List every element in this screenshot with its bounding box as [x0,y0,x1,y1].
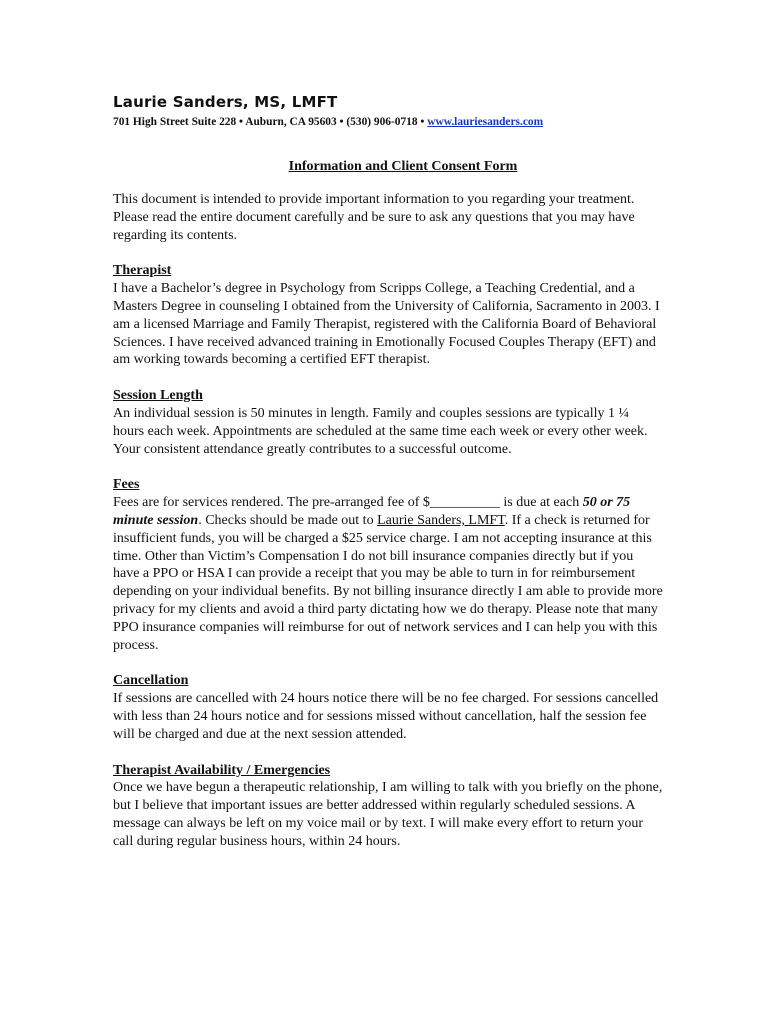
section-heading: Cancellation [113,673,189,689]
intro-paragraph: This document is intended to provide important information to you regarding your treatment. Please read the entire document carefully and be sure to ask any questions that you may have regarding its contents. [113,192,635,243]
therapist-name: Laurie Sanders, MS, LMFT [113,93,338,111]
section-availability [113,762,663,851]
address-text: 701 High Street Suite 228 • Auburn, CA 95603 • (530) 906-0718 • [113,116,425,128]
section-body [113,494,663,654]
section-body: I have a Bachelor’s degree in Psychology from Scripps College, a Teaching Credential, and a Masters Degree in counseling I obtained from the University of California, Sacramento in 2003. I am a licensed Marriage and Family Therapist, registered with the California Board of Behavioral Sciences. I have received advanced training in Emotionally Focused Couples Therapy (EFT) and am working towards becoming a certified EFT therapist. [113,281,660,368]
section-cancellation [113,672,663,743]
section-heading: Therapist [113,263,172,279]
fees-text-1: Fees are for services rendered. The pre-arranged fee of $__________ is due at each [113,495,583,511]
section-heading: Therapist Availability / Emergencies [113,762,331,778]
section-heading: Fees [113,477,140,493]
section-body: An individual session is 50 minutes in length. Family and couples sessions are typically 1 ¼ hours each week. Appointments are scheduled at the same time each week or every other week. Your consistent attendance greatly contributes to a successful outcome. [113,405,648,457]
session-length-emphasis: 50 or 75 minute session [113,495,631,528]
payee-name: Laurie Sanders, LMFT [377,512,505,528]
fees-text-3: . If a check is returned for insufficient funds, you will be charged a $25 service charge. I am not accepting insurance at this time. Other than Victim’s Compensation I do not bill insurance companies directly but if you have a PPO or HSA I can provide a receipt that you may be able to turn in for reimbursement depending on your individual benefits. By not billing insurance directly I am able to provide more privacy for my clients and avoid a third party dictating how we do therapy. Please note that many PPO insurance companies will reimburse for out of network services and I can help you with this process. [113,512,663,653]
document-page [113,92,663,851]
section-session-length [113,387,663,458]
fees-text-2: . Checks should be made out to [198,512,378,528]
website-link[interactable]: www.lauriesanders.com [427,116,544,128]
contact-line [113,114,663,130]
section-therapist [113,262,663,369]
section-fees [113,476,663,654]
section-body: If sessions are cancelled with 24 hours notice there will be no fee charged. For sessions cancelled with less than 24 hours notice and for sessions missed without cancellation, half the session fee will be charged and due at the next session attended. [113,691,659,742]
section-heading: Session Length [113,388,203,404]
section-body: Once we have begun a therapeutic relationship, I am willing to talk with you briefly on the phone, but I believe that important issues are better addressed within regularly scheduled sessions. A message can always be left on my voice mail or by text. I will make every effort to return your call during regular business hours, within 24 hours. [113,780,663,849]
document-title: Information and Client Consent Form [288,159,518,174]
